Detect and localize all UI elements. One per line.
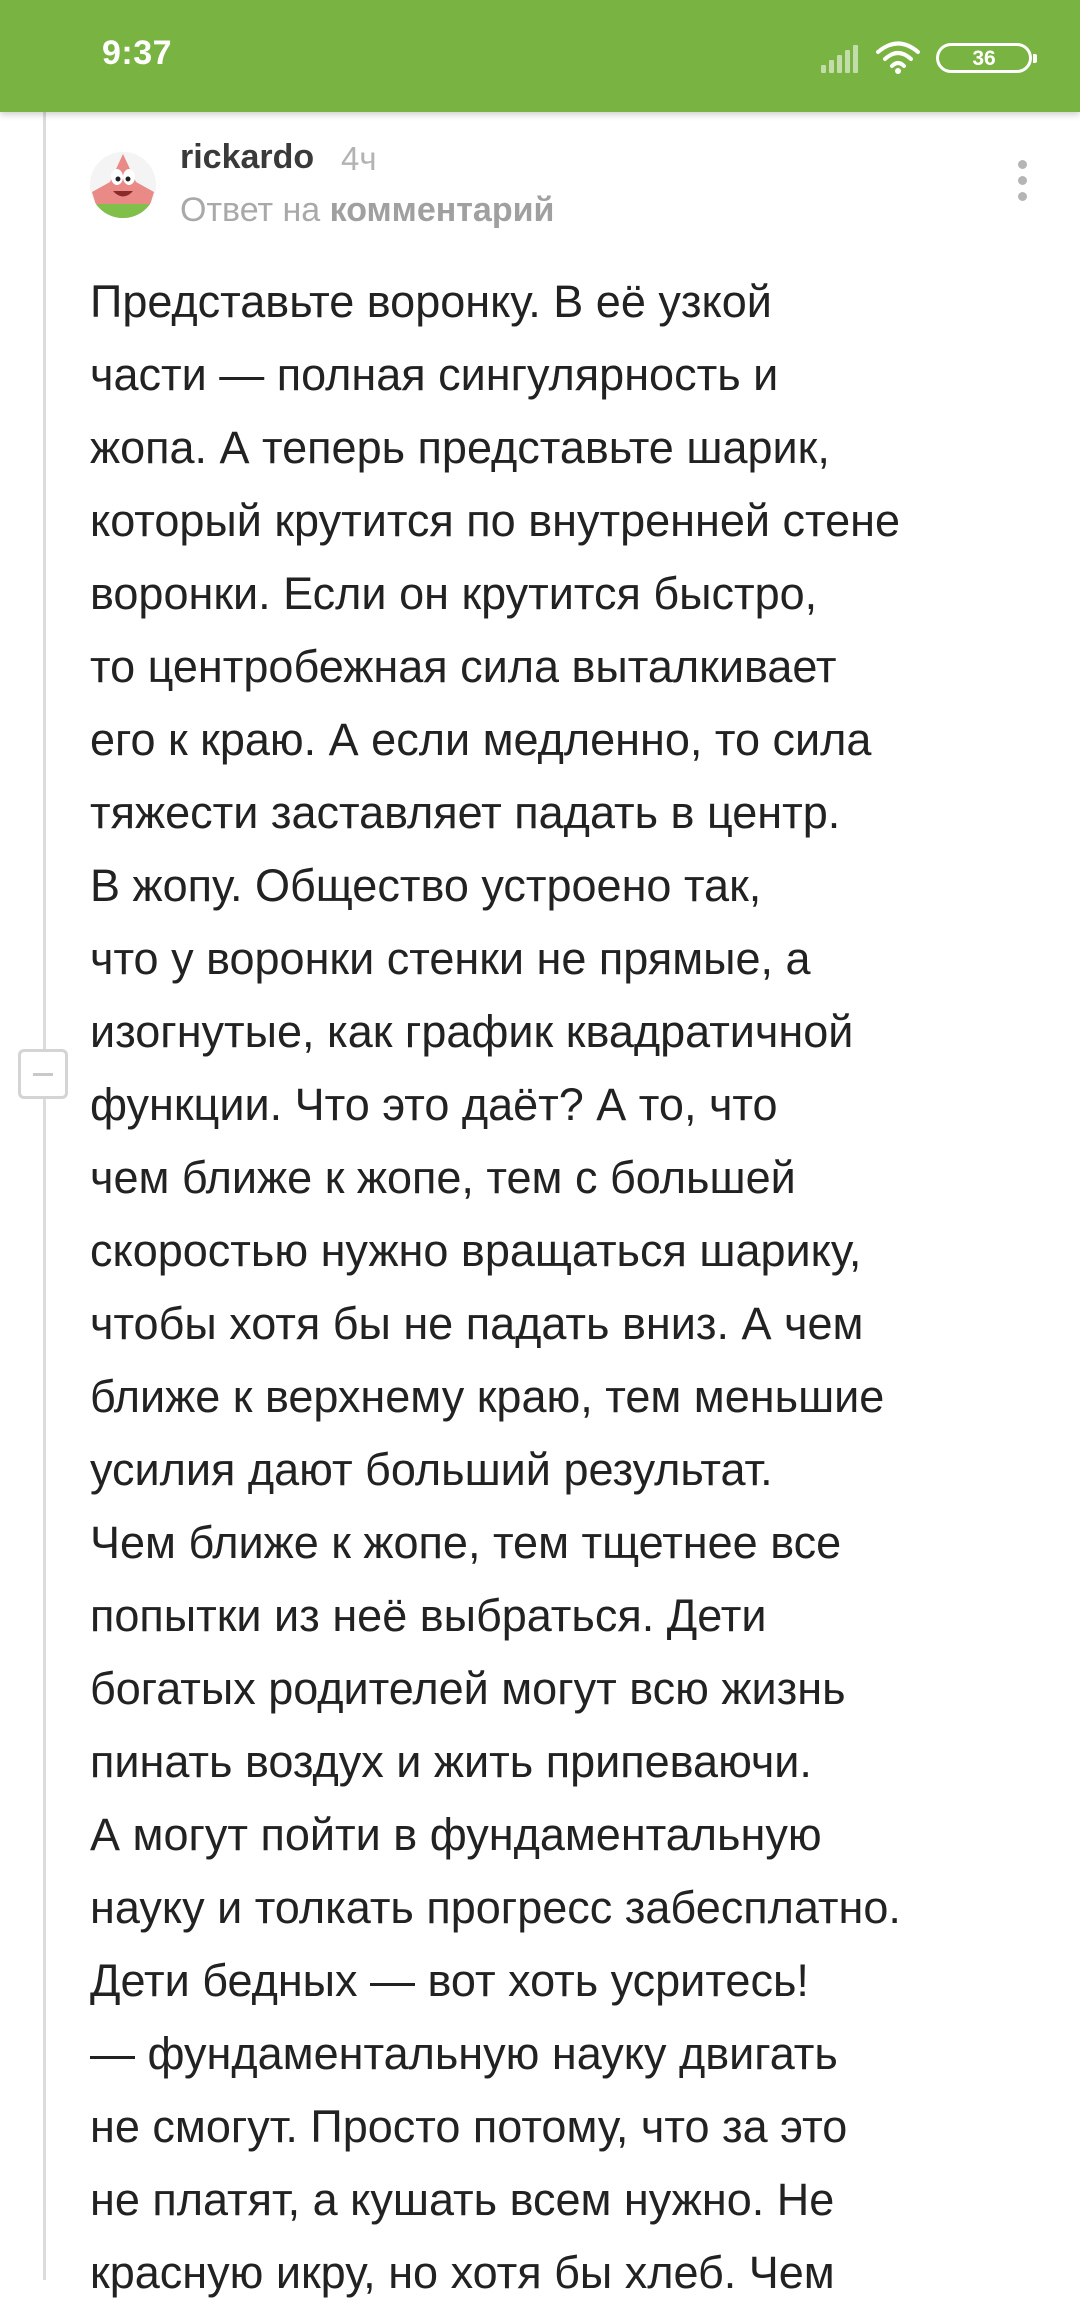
reply-prefix: Ответ на (180, 191, 321, 229)
status-bar (0, 0, 1080, 112)
wifi-icon (876, 41, 920, 75)
comment-line: пинать воздух и жить припеваючи. (90, 1736, 812, 1787)
comment-line: богатых родителей могут всю жизнь (90, 1663, 846, 1714)
comment-line: ближе к верхнему краю, тем меньшие (90, 1371, 885, 1422)
comment-line: красную икру, но хотя бы хлеб. Чем (90, 2247, 835, 2298)
reply-to-line (180, 191, 554, 230)
comment-line: что у воронки стенки не прямые, а (90, 933, 811, 984)
reply-parent-link[interactable]: комментарий (329, 191, 555, 229)
comment-line: не смогут. Просто потому, что за это (90, 2101, 848, 2152)
comment-line: А могут пойти в фундаментальную (90, 1809, 822, 1860)
comment-line: не платят, а кушать всем нужно. Не (90, 2174, 835, 2225)
comment-body (90, 265, 1030, 2309)
comment-line: то центробежная сила выталкивает (90, 641, 837, 692)
comment-line: функции. Что это даёт? А то, что (90, 1079, 778, 1130)
comment-line: В жопу. Общество устроено так, (90, 860, 762, 911)
avatar[interactable] (90, 152, 156, 218)
patrick-star-avatar-icon (90, 152, 156, 218)
comment-line: Чем ближе к жопе, тем тщетнее все (90, 1517, 842, 1568)
comment-line: — фундаментальную науку двигать (90, 2028, 838, 2079)
comment-line: чтобы хотя бы не падать вниз. А чем (90, 1298, 864, 1349)
comment-line: скоростью нужно вращаться шарику, (90, 1225, 862, 1276)
comment-line: воронки. Если он крутится быстро, (90, 568, 818, 619)
comment-line: Дети бедных — вот хоть усритесь! (90, 1955, 809, 2006)
collapse-thread-button[interactable] (18, 1049, 68, 1099)
status-icons (818, 38, 1032, 78)
comment-author[interactable]: rickardo (180, 138, 315, 176)
battery-icon (936, 43, 1032, 73)
signal-icon (818, 43, 858, 73)
minus-icon (33, 1073, 53, 1076)
more-vertical-icon[interactable] (1010, 160, 1034, 206)
comment-line: чем ближе к жопе, тем с большей (90, 1152, 796, 1203)
comment-line: Представьте воронку. В её узкой (90, 276, 772, 327)
comment-line: усилия дают больший результат. (90, 1444, 773, 1495)
comment-line: части — полная сингулярность и (90, 349, 779, 400)
status-time: 9:37 (102, 34, 173, 72)
comment-time: 4ч (341, 140, 377, 177)
comment-line: изогнутые, как график квадратичной (90, 1006, 854, 1057)
thread-line (43, 112, 46, 2280)
comment-line: тяжести заставляет падать в центр. (90, 787, 841, 838)
comment-line: попытки из неё выбраться. Дети (90, 1590, 767, 1641)
comment-line: который крутится по внутренней стене (90, 495, 900, 546)
comment-line: его к краю. А если медленно, то сила (90, 714, 872, 765)
comment-line: жопа. А теперь представьте шарик, (90, 422, 830, 473)
battery-level: 36 (972, 46, 996, 70)
comment-line: науку и толкать прогресс забесплатно. (90, 1882, 901, 1933)
